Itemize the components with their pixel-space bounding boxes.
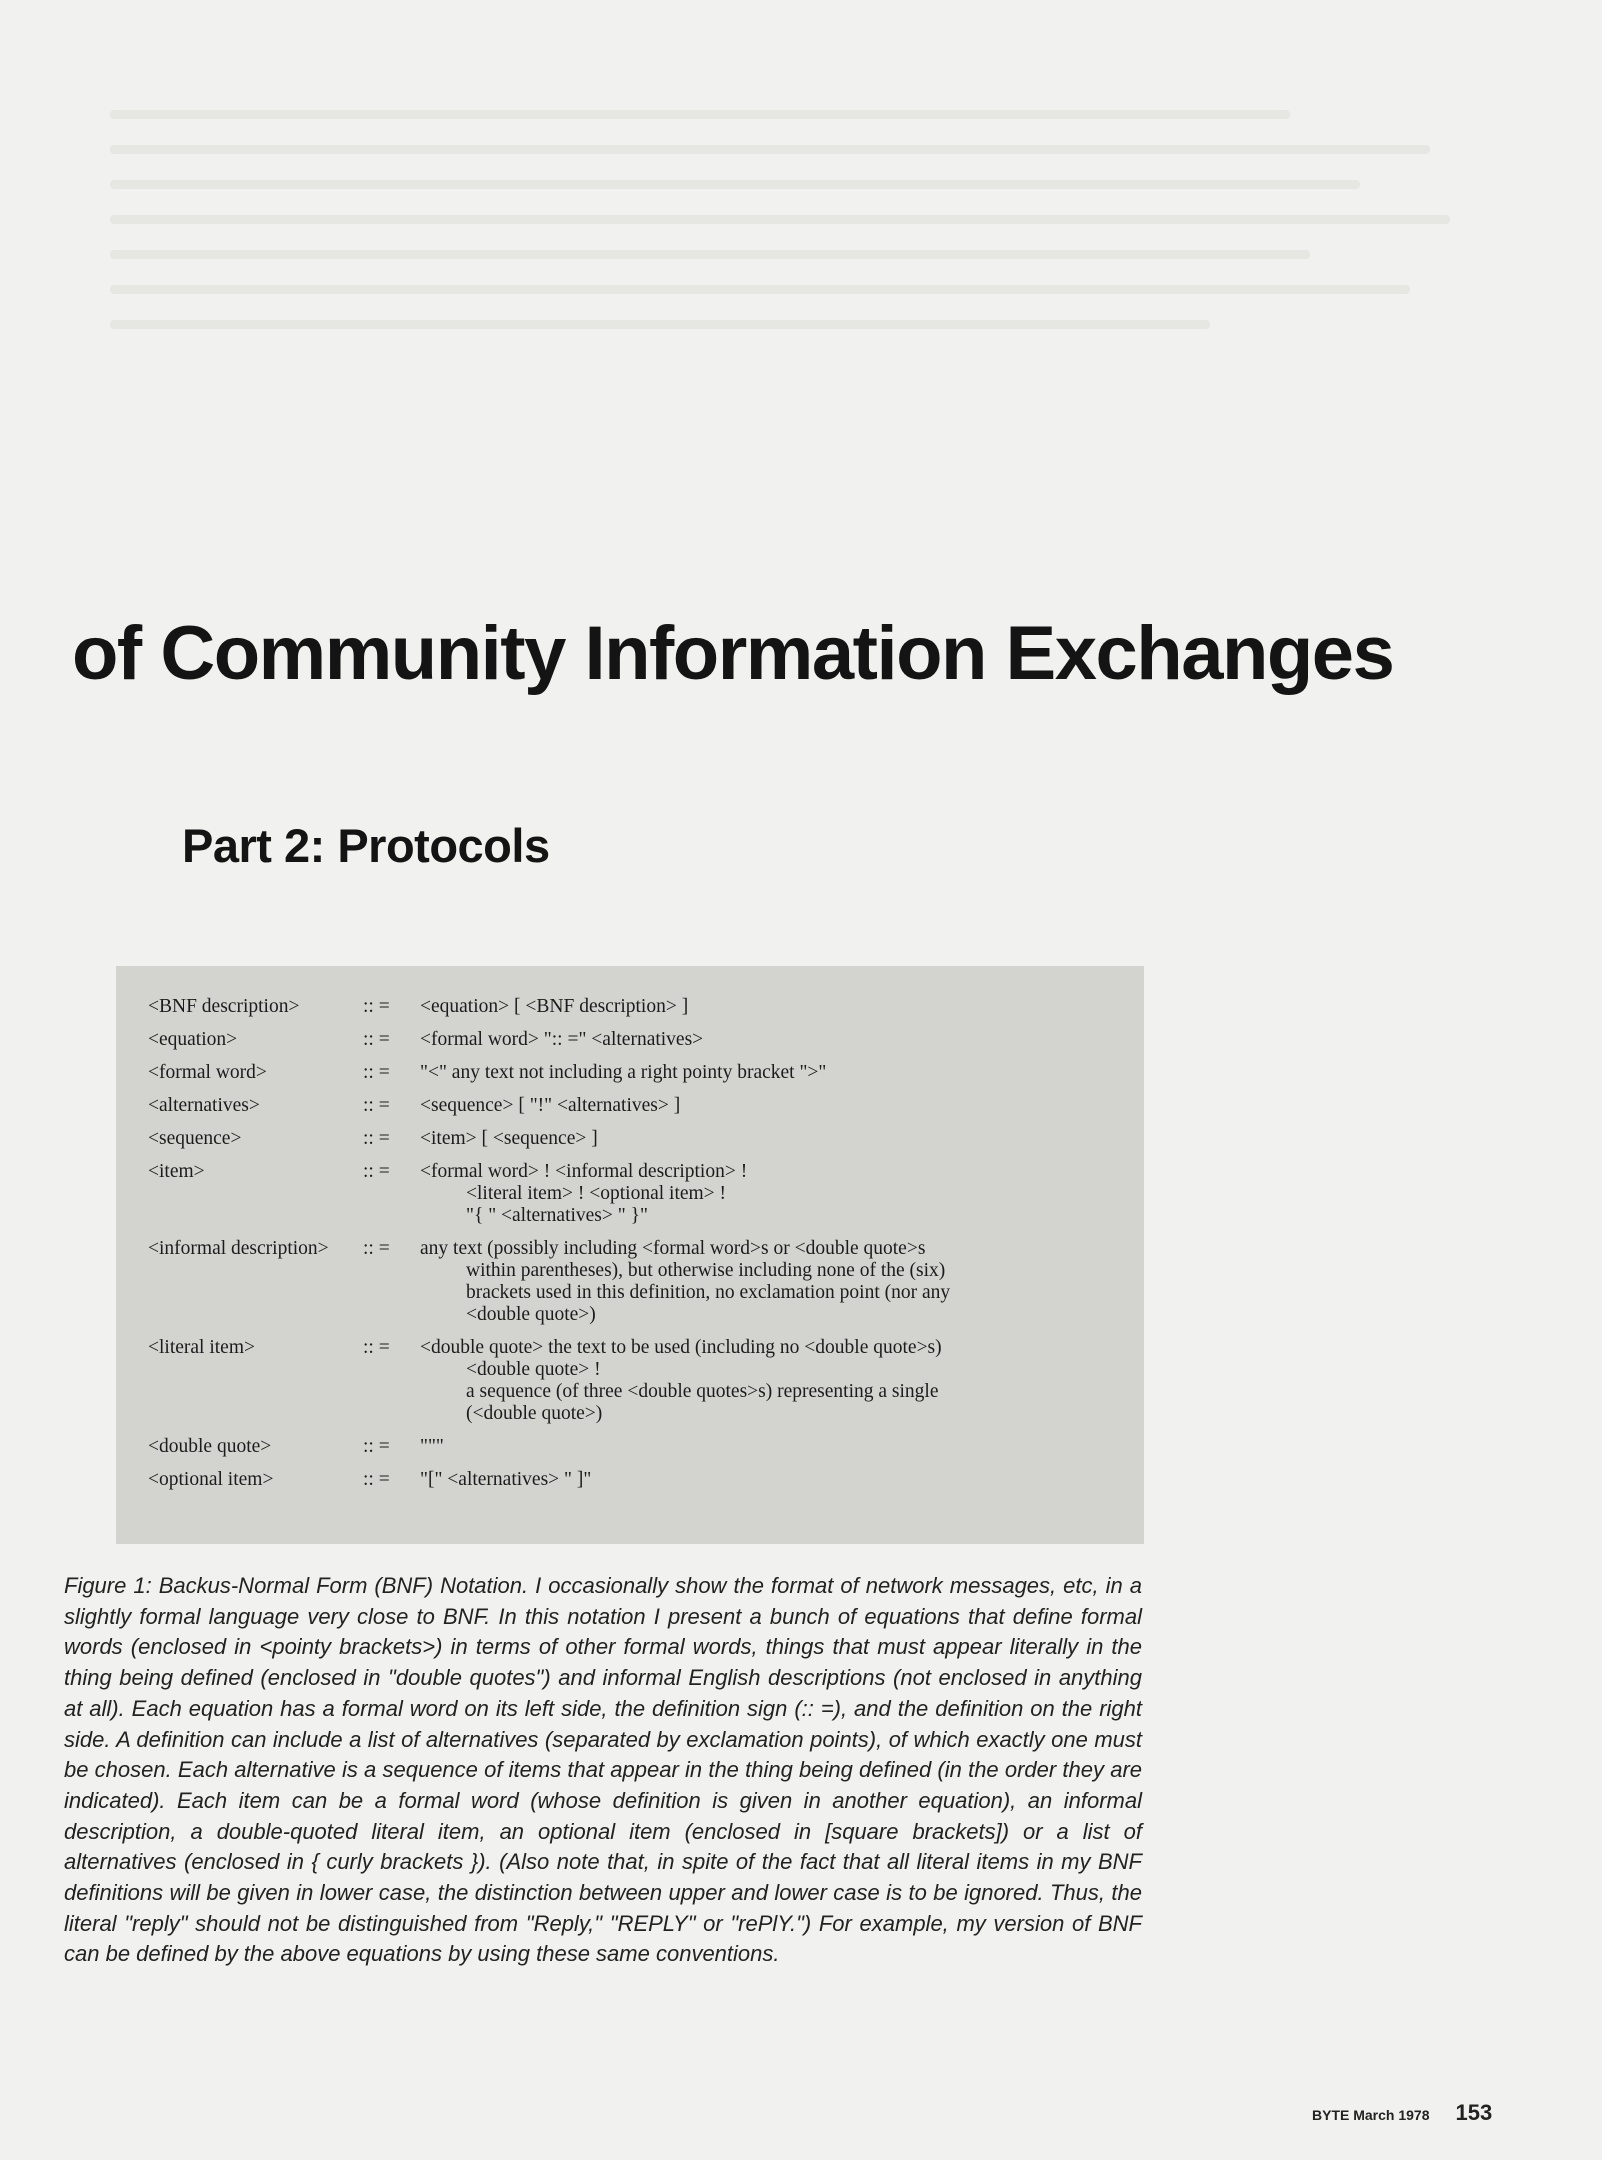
bnf-definition [420,1029,1144,1051]
bnf-definition-line: "{ " <alternatives> " }" [466,1205,648,1226]
bnf-definition-line: within parentheses), but otherwise including none of the (six) [466,1260,946,1281]
definition-sign: :: = [363,1337,390,1358]
bnf-definition-line: """ [420,1436,444,1457]
bnf-definition-line: <sequence> [ "!" <alternatives> ] [420,1095,681,1116]
bnf-definition-line: "[" <alternatives> " ]" [420,1469,592,1490]
magazine-issue: BYTE March 1978 [1312,2107,1430,2123]
bnf-figure [116,966,1144,1544]
bnf-formal-word: <item> [148,1161,205,1182]
page-number: 153 [1455,2100,1493,2125]
bnf-equation [148,1469,1144,1491]
bnf-definition [420,1238,1144,1326]
definition-sign: :: = [363,1161,390,1182]
bnf-formal-word: <double quote> [148,1436,272,1457]
bnf-equation [148,1337,1144,1425]
bnf-definition [420,1062,1144,1084]
bnf-definition-line: brackets used in this definition, no exclamation point (nor any [466,1282,951,1303]
bnf-definition-line: "<" any text not including a right pointy bracket ">" [420,1062,827,1083]
bnf-equation [148,996,1144,1018]
bnf-equation [148,1128,1144,1150]
bnf-formal-word: <alternatives> [148,1095,260,1116]
bnf-definition-line: <formal word> ! <informal description> ! [420,1161,748,1182]
bnf-formal-word: <literal item> [148,1337,256,1358]
definition-sign: :: = [363,1238,390,1259]
bnf-definition-line: a sequence (of three <double quotes>s) representing a single [466,1381,939,1402]
article-title: of Community Information Exchanges [72,611,1394,696]
bnf-formal-word: <sequence> [148,1128,242,1149]
definition-sign: :: = [363,1436,390,1457]
bnf-formal-word: <BNF description> [148,996,300,1017]
bnf-formal-word: <informal description> [148,1238,329,1259]
article-subtitle: Part 2: Protocols [182,819,550,872]
bnf-definition-line: <equation> [ <BNF description> ] [420,996,689,1017]
definition-sign: :: = [363,1029,390,1050]
definition-sign: :: = [363,996,390,1017]
bnf-equation [148,1062,1144,1084]
bnf-definition [420,1337,1144,1425]
bnf-definition-line: (<double quote>) [466,1403,603,1424]
bnf-equation [148,1238,1144,1326]
bnf-definition [420,1436,1144,1458]
definition-sign: :: = [363,1128,390,1149]
definition-sign: :: = [363,1095,390,1116]
bnf-definition-line: <double quote> ! [466,1359,601,1380]
bnf-definition-line: <item> [ <sequence> ] [420,1128,598,1149]
bnf-formal-word: <formal word> [148,1062,267,1083]
bnf-equation [148,1161,1144,1227]
bnf-definition [420,1161,1144,1227]
bnf-equation [148,1095,1144,1117]
bnf-equation [148,1029,1144,1051]
bnf-definition-line: <double quote> the text to be used (including no <double quote>s) [420,1337,942,1358]
bnf-definition-line: <literal item> ! <optional item> ! [466,1183,727,1204]
bnf-definition [420,1128,1144,1150]
definition-sign: :: = [363,1062,390,1083]
bnf-definition [420,1469,1144,1491]
figure-caption: Figure 1: Backus-Normal Form (BNF) Notation. I occasionally show the format of network messages, etc, in a slightly formal language very close to BNF. In this notation I present a bunch of equations that define formal words (enclosed in <pointy brackets>) in terms of other formal words, things that must appear literally in the thing being defined (enclosed in "double quotes") and informal English descriptions (not enclosed in anything at all). Each equation has a formal word on its left side, the definition sign (:: =), and the definition on the right side. A definition can include a list of alternatives (separated by exclamation points), of which exactly one must be chosen. Each alternative is a sequence of items that appear in the thing being defined (in the order they are indicated). Each item can be a formal word (whose definition is given in another equation), an informal description, a double-quoted literal item, an optional item (enclosed in [square brackets]) or a list of alternatives (enclosed in { curly brackets }). (Also note that, in spite of the fact that all literal items in my BNF definitions will be given in lower case, the distinction between upper and lower case is to be ignored. Thus, the literal "reply" should not be distinguished from "Reply," "REPLY" or "rePlY.") For example, my version of BNF can be defined by the above equations by using these same conventions. [64,1573,1142,1967]
bnf-formal-word: <equation> [148,1029,238,1050]
bnf-definition-line: any text (possibly including <formal word>s or <double quote>s [420,1238,926,1259]
definition-sign: :: = [363,1469,390,1490]
bnf-definition-line: <formal word> ":: =" <alternatives> [420,1029,704,1050]
bnf-definition [420,996,1144,1018]
page-footer [1312,2100,1492,2126]
bnf-definition [420,1095,1144,1117]
bnf-definition-line: <double quote>) [466,1304,596,1325]
bnf-formal-word: <optional item> [148,1469,274,1490]
bnf-equation [148,1436,1144,1458]
show-through-texture [110,110,1470,410]
